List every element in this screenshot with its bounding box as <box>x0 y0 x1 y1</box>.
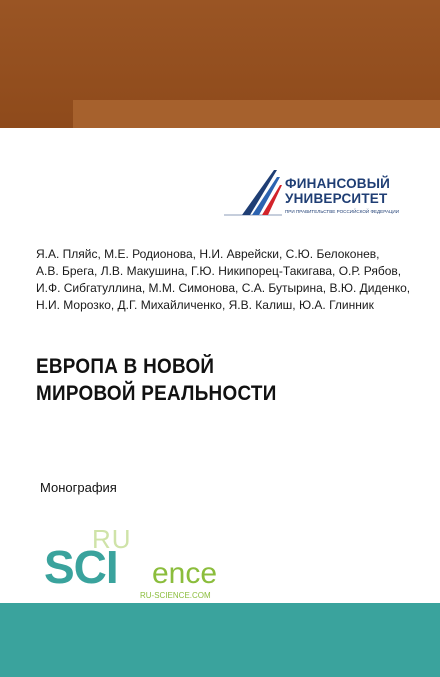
logo-line-2: УНИВЕРСИТЕТ <box>285 191 388 206</box>
url-text: RU-SCIENCE.COM <box>140 591 211 600</box>
logo-subline: ПРИ ПРАВИТЕЛЬСТВЕ РОССИЙСКОЙ ФЕДЕРАЦИИ <box>285 209 400 214</box>
author-line: А.В. Брега, Л.В. Макушина, Г.Ю. Никипорец-Такигава, О.Р. Рябов, <box>36 264 402 278</box>
sci-text: SCI <box>44 541 118 593</box>
book-title <box>36 353 277 407</box>
logo-line-1: ФИНАНСОВЫЙ <box>285 176 391 191</box>
title-line-2: МИРОВОЙ РЕАЛЬНОСТИ <box>36 382 277 405</box>
top-accent-strip <box>73 100 440 128</box>
author-line: Я.А. Пляйс, М.Е. Родионова, Н.И. Аврейски, С.Ю. Белоконев, <box>36 247 380 261</box>
author-line: И.Ф. Сибгатуллина, М.М. Симонова, С.А. Бутырина, В.Ю. Диденко, <box>36 281 411 295</box>
ru-text: RU <box>92 524 132 554</box>
author-list <box>36 246 436 314</box>
author-line: Н.И. Морозко, Д.Г. Михайличенко, Я.В. Калиш, Ю.А. Глинник <box>36 298 374 312</box>
title-line-1: ЕВРОПА В НОВОЙ <box>36 355 215 378</box>
genre-label: Монография <box>40 480 117 495</box>
ence-text: ence <box>152 557 218 590</box>
ru-science-logo-icon <box>44 520 244 605</box>
bottom-color-band <box>0 603 440 677</box>
